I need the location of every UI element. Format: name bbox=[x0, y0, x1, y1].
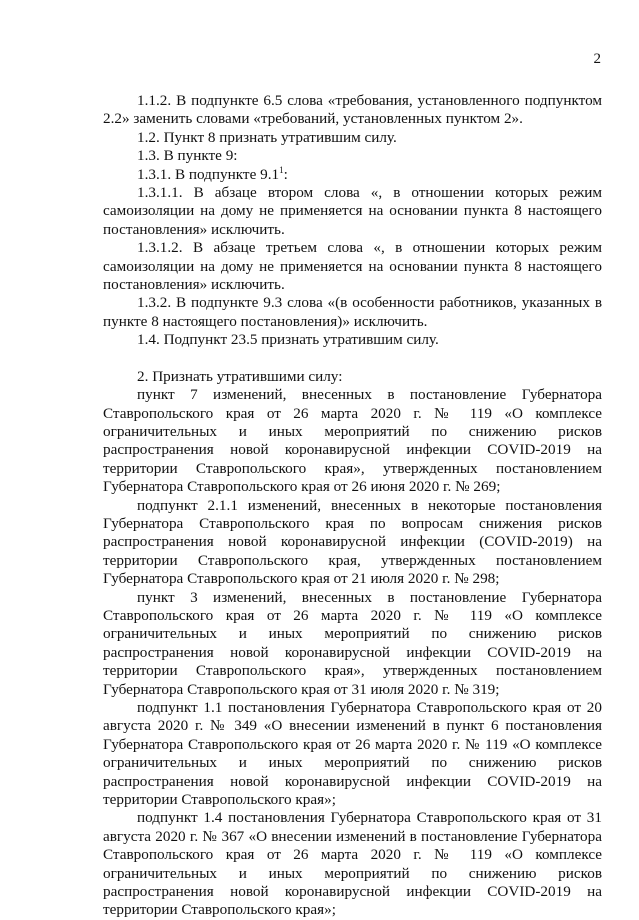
paragraph-1-1-2: 1.1.2. В подпункте 6.5 слова «требования, установленного подпунктом 2.2» заменить словами «требований, установленных пунктом 2». bbox=[103, 92, 602, 128]
superscript-marker: 1 bbox=[279, 164, 284, 175]
paragraph-1-2: 1.2. Пункт 8 признать утратившим силу. bbox=[137, 128, 397, 146]
paragraph-1-4: 1.4. Подпункт 23.5 признать утратившим силу. bbox=[137, 331, 439, 349]
section-2-item: подпункт 2.1.1 изменений, внесенных в некоторые постановления Губернатора Ставропольского края по вопросам снижения рисков распространения новой коронавирусной инфекции (COVID-2019) на территории Ставропольского края, утвержденных постановлением Губернатора Ставропольского края от 21 июля 2020 г. № 298; bbox=[103, 496, 602, 588]
paragraph-1-3: 1.3. В пункте 9: bbox=[137, 147, 238, 165]
section-2-item: пункт 3 изменений, внесенных в постановление Губернатора Ставропольского края от 26 марта 2020 г. № 119 «О комплексе ограничительных и иных мероприятий по снижению рисков распространения новой коронавирусной инфекции COVID-2019 на территории Ставропольского края», утвержденных постановлением Губернатора Ставропольского края от 31 июля 2020 г. № 319; bbox=[103, 588, 602, 698]
section-2-item: подпункт 1.4 постановления Губернатора Ставропольского края от 31 августа 2020 г. № 367 «О внесении изменений в постановление Губернатора Ставропольского края от 26 марта 2020 г. № 119 «О комплексе ограничительных и иных мероприятий по снижению рисков распространения новой коронавирусной инфекции COVID-2019 на территории Ставропольского края»; bbox=[103, 809, 602, 919]
paragraph-1-3-1 bbox=[103, 166, 602, 184]
section-2-heading: 2. Признать утратившими силу: bbox=[137, 367, 343, 385]
paragraph-1-3-2: 1.3.2. В подпункте 9.3 слова «(в особенности работников, указанных в пункте 8 настоящего постановления)» исключить. bbox=[103, 294, 602, 330]
paragraph-1-3-1-text: 1.3.1. В подпункте 9.1 bbox=[137, 165, 280, 183]
paragraph-1-3-1-1: 1.3.1.1. В абзаце втором слова «, в отношении которых режим самоизоляции на дому не применяется на основании пункта 8 настоящего постановления» исключить. bbox=[103, 184, 602, 238]
section-2-item: подпункт 1.1 постановления Губернатора Ставропольского края от 20 августа 2020 г. № 349 «О внесении изменений в пункт 6 постановления Губернатора Ставропольского края от 26 марта 2020 г. № 119 «О комплексе ограничительных и иных мероприятий по снижению рисков распространения новой коронавирусной инфекции COVID-2019 на территории Ставропольского края»; bbox=[103, 699, 602, 809]
paragraph-1-3-1-2: 1.3.1.2. В абзаце третьем слова «, в отношении которых режим самоизоляции на дому не применяется на основании пункта 8 настоящего постановления» исключить. bbox=[103, 239, 602, 294]
paragraph-1-3-1-colon: : bbox=[283, 165, 288, 183]
section-2-item: пункт 7 изменений, внесенных в постановление Губернатора Ставропольского края от 26 марта 2020 г. № 119 «О комплексе ограничительных и иных мероприятий по снижению рисков распространения новой коронавирусной инфекции COVID-2019 на территории Ставропольского края», утвержденных постановлением Губернатора Ставропольского края от 26 июня 2020 г. № 269; bbox=[103, 386, 602, 496]
page-number: 2 bbox=[593, 51, 601, 67]
document-body bbox=[103, 92, 602, 920]
section-gap bbox=[103, 350, 602, 368]
